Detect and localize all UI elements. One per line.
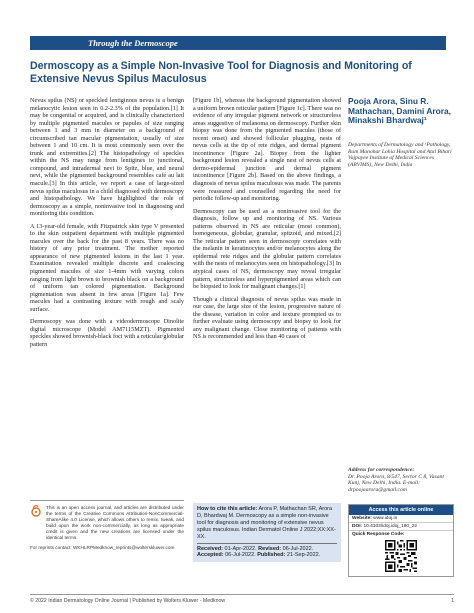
body-column-middle (193, 97, 341, 346)
author-list: Pooja Arora, Sinu R. Mathachan, Damini Arora, Minakshi Bhardwaj¹ (348, 96, 452, 126)
page-number: 1 (451, 598, 454, 604)
correspondence-block (348, 467, 452, 494)
citation (197, 506, 337, 541)
paragraph: Though a clinical diagnosis of nevus spilus was made in our case, the large size of the lesion, progressive nature of the disease, variation in color and texture prompted us to further evaluate using dermoscopy and biopsy to look for any malignant change. Close monitoring of patients with NS is recommended and less than 40 cases of (193, 295, 341, 341)
paragraph: Dermoscopy can be used as a noninvasive tool for the diagnosis, follow up and monitoring of NS. Various patterns observed in NS are reticular (most common), homogeneous, globular, granular, spitzoid, and mixed.[2] The reticular pattern seen in dermoscopy correlates with the melanin in keratinocytes and/or melanocytes along the epidermal rete ridges and the globular pattern correlates with the nests of melanocytes seen on histopathology.[3] In atypical cases of NS, dermoscopy may reveal irregular pattern, structureless and hyperpigmented areas which can be biopsied to look for malignant changes.[1] (193, 207, 341, 291)
dates-line-1 (197, 546, 337, 553)
section-banner (30, 36, 446, 50)
website-row (349, 515, 453, 523)
received-date: 01-Apr-2022. (224, 545, 257, 552)
doi-row (349, 523, 453, 531)
access-article-box (348, 504, 454, 577)
reprints-contact: For reprints contact: WKHLRPMedknow_reprints@wolterskluwer.com (30, 545, 175, 550)
qr-code-icon[interactable] (385, 540, 417, 572)
open-access-icon (30, 505, 42, 517)
website-link[interactable]: www.idoj.in (373, 516, 398, 521)
published-date: 21-Sep-2022. (286, 552, 321, 559)
body-column-left (30, 97, 184, 354)
qr-label: Quick Response Code: (352, 532, 405, 537)
qr-row (349, 531, 453, 538)
correspondence-body: Dr. Pooja Arora, 8/547, Sector C 8, Vasant Kunj, New Delhi, India. E-mail: drpoojaarora@gmail.com (348, 473, 444, 494)
published-label: Published: (257, 552, 286, 559)
doi-link[interactable]: 10.4103/idoj.idoj_190_22 (363, 524, 418, 529)
received-label: Received: (197, 545, 223, 552)
section-label: Through the Dermoscope (88, 38, 178, 48)
accepted-label: Accepted: (197, 552, 224, 559)
doi-label: DOI: (352, 524, 363, 529)
paragraph: Nevus spilus (NS) or speckled lentiginous nevus is a benign melanocytic lesion seen in 0.2-2.3% of the population.[1] It may be congenital or acquired, and is clinically characterized by multiple pigmented macules or papules of size ranging between 1 and 3 mm in diameter on a background of circumscribed tan macular pigmentation, usually of size between 1 and 10 cm. It is most commonly seen over the trunk and extremities.[2] The histopathology of speckles within the NS may range from lentigines to junctional, compound, and intradermal nevi to Spitz, blue, and neural nevi, while the pigmented background resembles café au lait macule.[3] In this article, we report a case of large-sized nevus spilus maculosus in a child diagnosed with dermoscopy and histopathology. We have highlighted the role of dermoscopy as a simple, noninvasive tool in diagnosing and monitoring this condition. (30, 97, 184, 218)
accepted-date: 06-Jul-2022. (225, 552, 256, 559)
footer-divider (30, 594, 454, 595)
footer-copyright: © 2022 Indian Dermatology Online Journal | Published by Wolters Kluwer - Medknow (30, 598, 226, 604)
divider (197, 543, 337, 544)
dates-line-2 (197, 552, 337, 559)
citation-text: Arora P, Mathachan SR, Arora D, Bhardwaj M. Dermoscopy as a simple non-invasive tool for diagnosis and monitoring of extensive nevus spilus maculosus. Indian Dermatol Online J 2022;XX:XX-XX. (197, 506, 336, 540)
license-block (30, 500, 184, 551)
citation-lead: How to cite this article: (197, 506, 258, 512)
correspondence-heading: Address for correspondence: (348, 467, 415, 473)
paragraph: [Figure 1b], whereas the background pigmentation showed a uniform brown reticular pattern [Figure 1c]. There was no evidence of any irregular pigment network or structureless areas suggestive of melanoma on dermoscopy. Further skin biopsy was done from the pigmented macules (those of recent onset) and showed follicular plugging, nests of nevus cells at the tip of rete ridges, and dermal pigment incontinence [Figure 2a]. Biopsy from the lighter background lesion revealed a single nest of nevus cells at dermo-epidermal junction and dermal pigment incontinence [Figure 2b]. Based on the above findings, a diagnosis of nevus spilus maculosus was made. The parents were reassured and counselled regarding the need for periodic follow-up and monitoring. (193, 97, 341, 203)
page-footer (30, 598, 454, 604)
license-text: This is an open access journal, and articles are distributed under the terms of the Creative Commons Attribution-NonCommercial-ShareAlike 4.0 License, which allows others to remix, tweak, and build upon the work non-commercially, as long as appropriate credit is given and the new creations are licensed under the identical terms. (46, 505, 184, 540)
access-box-header: Access this article online (349, 505, 453, 515)
revised-date: 06-Jul-2022. (282, 545, 314, 552)
citation-box (193, 503, 341, 562)
revised-label: Revised: (258, 545, 282, 552)
website-label: Website: (352, 516, 372, 521)
author-affiliation: Departments of Dermatology and ¹Pathology, Ram Manohar Lohia Hospital and Atal Bihari Vajpayee Institute of Medical Sciences (ABVIMS), New Delhi, India (348, 142, 452, 169)
paragraph: Dermoscopy was done with a videodermoscope Dinolite digital microscope (Model AM7115MZT). Pigmented speckles showed brownish-black foci with a reticular/globular pattern (30, 318, 184, 348)
article-title: Dermoscopy as a Simple Non-Invasive Tool for Diagnosis and Monitoring of Extensive Nevus Spilus Maculosus (30, 60, 412, 85)
paragraph: A 13-year-old female, with Fitzpatrick skin type V presented to the skin outpatient department with multiple pigmented macules over the back for the past 8 years. There was no history of any prior treatment. The mother reported appearance of new pigmented lesions in the last 1 year. Examination revealed multiple discrete and coalescing pigmented macules of size 1-4mm with varying colors ranging from light brown to brownish black on a background of uniform tan colored pigmentation. Background pigmentation was absent in few areas [Figure 1a]. Few macules had a contrasting texture with rough and scaly surface. (30, 222, 184, 313)
